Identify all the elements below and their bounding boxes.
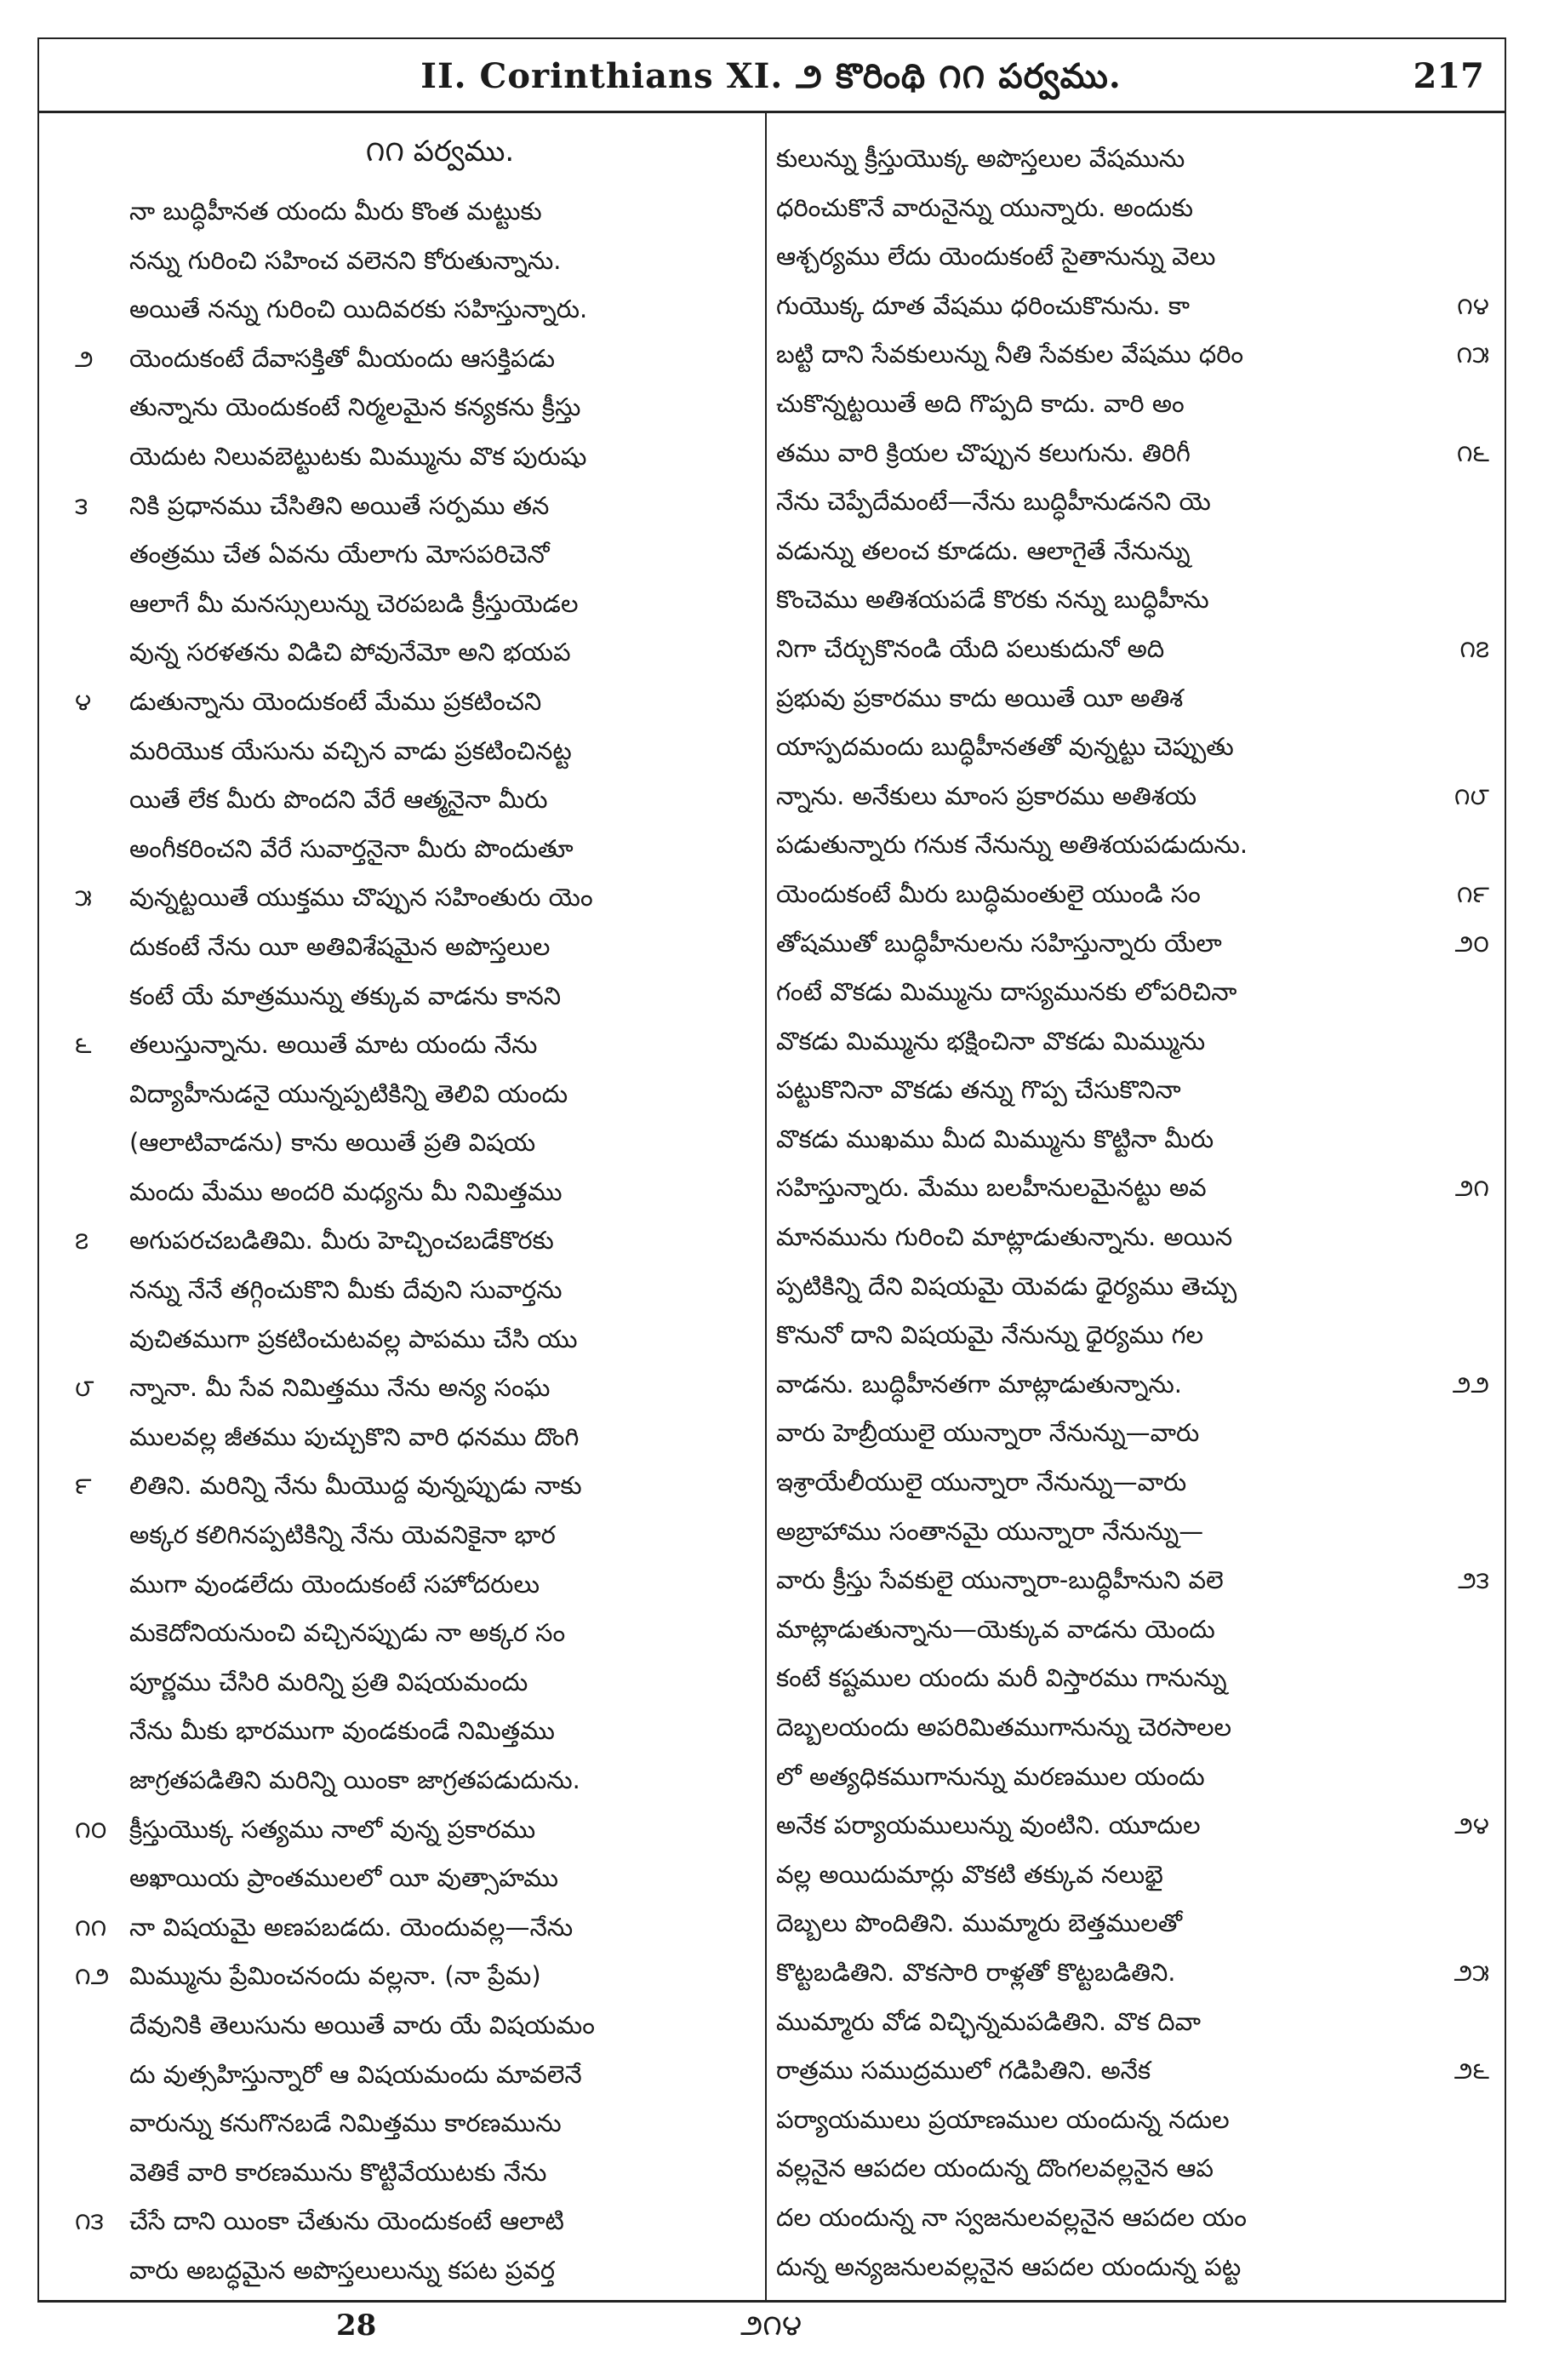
text-line <box>129 1315 751 1364</box>
line-text: రాత్రము సముద్రములో గడిపితిని. అనేక <box>776 2056 1151 2085</box>
text-line <box>776 968 1423 1017</box>
verse-number: ౧౩ <box>75 2207 104 2236</box>
text-line <box>776 1703 1423 1753</box>
text-line <box>129 727 751 776</box>
text-line <box>776 2046 1489 2096</box>
text-line <box>776 1508 1423 1557</box>
line-text: తలుస్తున్నాను. అయితే మాట యందు నేను <box>129 1030 538 1060</box>
line-text: నేను చెప్పేదేమంటే—నేను బుద్ధిహీనుడనని యె <box>776 487 1211 517</box>
line-text: దెబ్బలు పొందితిని. ముమ్మారు బెత్తములతో <box>776 1908 1183 1938</box>
text-line <box>776 232 1423 282</box>
line-text: మకెదోనియనుంచి వచ్చినప్పుడు నా అక్కర సం <box>129 1618 566 1648</box>
text-line <box>129 628 751 678</box>
chapter-heading: ౧౧ పర్వము. <box>365 134 515 169</box>
text-line <box>129 237 751 286</box>
verse-number: ౧౬ <box>1456 438 1489 467</box>
text-line <box>776 1851 1423 1900</box>
text-line <box>75 1462 751 1511</box>
line-text: నా బుద్ధిహీనత యందు మీరు కొంత మట్టుకు <box>129 197 542 226</box>
text-line <box>75 1364 751 1413</box>
line-text: వల్ల అయిదుమార్లు వొకటి తక్కువ నలుభై <box>776 1859 1163 1889</box>
text-line <box>129 1070 751 1119</box>
text-line <box>129 1511 751 1560</box>
line-text: కంటే కష్టముల యందు మరీ విస్తారము గానున్ను <box>776 1663 1227 1693</box>
text-line <box>776 478 1423 527</box>
line-text: వారు క్రీస్తు సేవకులై యున్నారా-బుద్ధిహీనుని వలె <box>776 1565 1224 1595</box>
text-line <box>129 1413 751 1462</box>
line-text: చేసే దాని యింకా చేతును యెందుకంటే ఆలాటి <box>129 2206 564 2236</box>
line-text: డుతున్నాను యెందుకంటే మేము ప్రకటించని <box>129 686 542 716</box>
line-text: వారు అబద్ధమైన అపొస్తలులున్ను కపట ప్రవర్త <box>129 2255 556 2285</box>
text-line <box>129 1560 751 1610</box>
text-line <box>75 1903 751 1953</box>
text-line <box>129 1658 751 1708</box>
right-border <box>1505 37 1506 2302</box>
line-text: అఖాయియ ప్రాంతములలో యీ వుత్సాహము <box>129 1863 559 1893</box>
line-text: అక్కర కలిగినప్పటికిన్ని నేను యెవనికైనా భార <box>129 1520 556 1550</box>
verse-number: ౧౪ <box>1457 291 1489 320</box>
text-line <box>776 1017 1423 1067</box>
line-text: అబ్రాహాము సంతానమై యున్నారా నేనున్ను— <box>776 1516 1204 1546</box>
line-text: కొంచెము అతిశయపడే కొరకు నన్ను బుద్ధిహీను <box>776 585 1209 615</box>
verse-number: ౧౧ <box>75 1913 107 1942</box>
line-text: యెందుకంటే మీరు బుద్ధిమంతులై యుండి సం <box>776 878 1201 908</box>
text-line <box>75 1216 751 1266</box>
verse-number: ౨ <box>75 344 94 373</box>
text-line <box>776 1654 1423 1703</box>
text-line <box>776 1262 1423 1312</box>
line-text: పర్యాయములు ప్రయాణముల యందున్న నదుల <box>776 2104 1230 2134</box>
running-header <box>43 49 1499 104</box>
line-text: ముగా వుండలేదు యెందుకంటే సహోదరులు <box>129 1569 540 1599</box>
text-line <box>776 1801 1489 1851</box>
text-line <box>129 1266 751 1315</box>
text-line <box>776 1409 1423 1458</box>
top-border <box>37 37 1506 39</box>
text-line <box>776 870 1489 919</box>
text-line <box>75 1021 751 1070</box>
line-text: తము వారి క్రియల చొప్పున కలుగును. తిరిగీ <box>776 438 1191 467</box>
text-line <box>776 134 1423 184</box>
line-text: వెతికే వారి కారణమును కొట్టివేయుటకు నేను <box>129 2157 547 2187</box>
line-text: న్నాను. అనేకులు మాంస ప్రకారము అతిశయ <box>776 781 1197 810</box>
line-text: నికి ప్రధానము చేసితిని అయితే సర్పము తన <box>129 490 550 520</box>
text-line <box>776 1164 1489 1213</box>
line-text: కులున్ను క్రీస్తుయొక్క అపొస్తలుల వేషమును <box>776 144 1185 173</box>
line-text: మందు మేము అందరి మధ్యను మీ నిమిత్తము <box>129 1176 563 1206</box>
text-line <box>75 678 751 727</box>
text-line <box>776 2243 1423 2292</box>
line-text: ప్పటికిన్ని దేని విషయమై యెవడు ధైర్యము తెచ్చు <box>776 1271 1237 1301</box>
header-rule <box>37 111 1506 113</box>
verse-number: ౩ <box>75 491 89 520</box>
line-text: దేవునికి తెలుసును అయితే వారు యే విషయమం <box>129 2010 595 2040</box>
text-line <box>776 1066 1423 1115</box>
line-text: క్రీస్తుయొక్క సత్యము నాలో వున్న ప్రకారము <box>129 1814 536 1844</box>
text-line <box>129 580 751 629</box>
verse-number: ౯ <box>75 1472 92 1501</box>
line-text: ప్రభువు ప్రకారము కాదు అయితే యీ అతిశ <box>776 683 1184 712</box>
text-line <box>129 2148 751 2198</box>
page-number: 217 <box>1413 56 1484 96</box>
line-text: నన్ను గురించి సహించ వలెనని కోరుతున్నాను. <box>129 245 562 275</box>
text-line <box>75 335 751 384</box>
text-line <box>129 2051 751 2100</box>
text-line <box>75 2197 751 2246</box>
text-line <box>129 825 751 874</box>
line-text: ములవల్ల జీతము పుచ్చుకొని వారి ధనము దొంగి <box>129 1422 580 1451</box>
line-text: అగుపరచబడితిమి. మీరు హెచ్చించబడేకొరకు <box>129 1226 554 1256</box>
line-text: దల యందున్న నా స్వజనులవల్లనైన ఆపదల యం <box>776 2202 1247 2232</box>
text-line <box>776 330 1489 380</box>
text-line <box>776 1311 1423 1360</box>
line-text: వొకడు మిమ్మును భక్షించినా వొకడు మిమ్మును <box>776 1026 1206 1056</box>
line-text: అనేక పర్యాయములున్ను వుంటిని. యూదుల <box>776 1811 1201 1840</box>
line-text: వడున్ను తలంచ కూడదు. ఆలాగైతే నేనున్ను <box>776 535 1191 565</box>
text-line <box>75 1805 751 1855</box>
line-text: (ఆలాటివాడను) కాను అయితే ప్రతి విషయ <box>129 1128 536 1158</box>
column-divider <box>765 113 767 2300</box>
line-text: చుకొన్నట్టయితే అది గొప్పది కాదు. వారి అం <box>776 388 1185 418</box>
line-text: వున్నట్టయితే యుక్తము చొప్పున సహింతురు యెం <box>129 883 593 913</box>
verse-number: ౧౦ <box>75 1815 107 1844</box>
text-line <box>776 575 1423 625</box>
line-text: మాట్లాడుతున్నాను—యెక్కువ వాడను యెందు <box>776 1614 1215 1644</box>
text-line <box>129 432 751 482</box>
line-text: బట్టి దాని సేవకులున్ను నీతి సేవకుల వేషము ధరిం <box>776 340 1244 369</box>
line-text: లితిని. మరిన్ని నేను మీయొద్ద వున్నప్పుడు నాకు <box>129 1471 582 1501</box>
text-line <box>129 187 751 237</box>
text-line <box>129 972 751 1021</box>
text-line <box>776 2144 1423 2194</box>
verse-number: ౨౧ <box>1454 1174 1489 1203</box>
verse-number: ౧౮ <box>1453 781 1489 810</box>
text-line <box>776 1899 1423 1948</box>
text-line <box>129 2099 751 2148</box>
line-text: సహిస్తున్నారు. మేము బలహీనులమైనట్టు అవ <box>776 1173 1207 1203</box>
line-text: వొకడు ముఖము మీద మిమ్మును కొట్టినా మీరు <box>776 1124 1214 1153</box>
line-text: కొట్టబడితిని. వొకసారి రాళ్లతో కొట్టబడితిని. <box>776 1957 1176 1987</box>
line-text: అయితే నన్ను గురించి యిదివరకు సహిస్తున్నారు. <box>129 295 588 324</box>
line-text: దుకంటే నేను యీ అతివిశేషమైన అపొస్తలుల <box>129 931 551 961</box>
line-text: పట్టుకొనినా వొకడు తన్ను గొప్ప చేసుకొనినా <box>776 1075 1181 1105</box>
line-text: అంగీకరించని వేరే సువార్తనైనా మీరు పొందుతూ <box>129 833 574 863</box>
verse-number: ౮ <box>75 1374 94 1403</box>
text-line <box>776 1948 1489 1998</box>
text-line <box>776 919 1489 969</box>
line-text: యితే లేక మీరు పొందని వేరే ఆత్మనైనా మీరు <box>129 785 548 815</box>
text-line <box>776 1360 1489 1410</box>
verse-number: ౨౪ <box>1454 1811 1489 1840</box>
verse-number: ౨౨ <box>1452 1370 1489 1399</box>
line-text: పూర్ణము చేసిరి మరిన్ని ప్రతి విషయమందు <box>129 1667 528 1696</box>
text-line <box>776 429 1489 478</box>
text-line <box>129 1168 751 1217</box>
line-text: దు వుత్సహిస్తున్నారో ఆ విషయమందు మావలెనే <box>129 2059 582 2089</box>
running-title: II. Corinthians XI. ౨ కొరింథి ౧౧ పర్వము. <box>420 56 1122 96</box>
text-line <box>776 1115 1423 1164</box>
text-line <box>776 282 1489 331</box>
verse-number: ౧౨ <box>75 1962 110 1991</box>
verse-number: ౪ <box>75 687 92 716</box>
text-line <box>776 821 1423 870</box>
line-text: నన్ను నేనే తగ్గించుకొని మీకు దేవుని సువార్తను <box>129 1275 563 1305</box>
text-line <box>776 184 1423 233</box>
line-text: మరియొక యేసును వచ్చిన వాడు ప్రకటించినట్ట <box>129 735 572 765</box>
text-line <box>776 1998 1423 2047</box>
line-text: విద్యాహీనుడనై యున్నప్పటికిన్ని తెలివి యందు <box>129 1078 568 1108</box>
line-text: నేను మీకు భారముగా వుండకుండే నిమిత్తము <box>129 1716 555 1746</box>
line-text: యెందుకంటే దేవాసక్తితో మీయందు ఆసక్తిపడు <box>129 343 556 373</box>
text-line <box>129 1756 751 1805</box>
text-line <box>75 1952 751 2001</box>
verse-number: ౬ <box>75 1031 92 1060</box>
verse-number: ౭ <box>75 1227 89 1256</box>
text-line <box>129 2246 751 2296</box>
line-text: న్నానా. మీ సేవ నిమిత్తము నేను అన్య సంఘ <box>129 1373 551 1403</box>
text-line <box>75 873 751 923</box>
line-text: యాస్పదమందు బుద్ధిహీనతతో వున్నట్టు చెప్పుతు <box>776 732 1234 762</box>
signature-mark: 28 <box>336 2308 377 2343</box>
text-line <box>776 1458 1423 1508</box>
text-line <box>129 923 751 972</box>
line-text: కొనునో దాని విషయమై నేనున్ను ధైర్యము గల <box>776 1320 1204 1350</box>
line-text: ఆలాగే మీ మనస్సులున్ను చెరపబడి క్రీస్తుయెడల <box>129 588 579 618</box>
verse-number: ౨౦ <box>1454 929 1489 958</box>
line-text: మిమ్మును ప్రేమించనందు వల్లనా. (నా ప్రేమ) <box>129 1961 541 1991</box>
text-line <box>776 1605 1423 1655</box>
text-line <box>129 775 751 825</box>
verse-number: ౨౩ <box>1458 1566 1489 1595</box>
text-line <box>129 1118 751 1168</box>
text-line <box>129 2001 751 2051</box>
line-text: గంటే వొకడు మిమ్మును దాస్యమునకు లోపరిచినా <box>776 977 1237 1007</box>
line-text: ధరించుకొనే వారునైన్ను యున్నారు. అందుకు <box>776 192 1194 222</box>
left-border <box>37 37 39 2302</box>
text-line <box>776 1753 1423 1802</box>
line-text: ఇశ్రాయేలీయులై యున్నారా నేనున్ను—వారు <box>776 1467 1187 1497</box>
text-line <box>776 625 1489 674</box>
bottom-rule <box>37 2300 1506 2303</box>
line-text: కంటే యే మాత్రమున్ను తక్కువ వాడను కానని <box>129 981 562 1010</box>
line-text: మానమును గురించి మాట్లాడుతున్నాను. అయిన <box>776 1222 1233 1252</box>
line-text: దున్న అన్యజనులవల్లనైన ఆపదల యందున్న పట్ట <box>776 2251 1242 2281</box>
sheet-number: ౨౧౪ <box>740 2308 802 2343</box>
verse-number: ౧౫ <box>1456 340 1489 369</box>
line-text: తోషముతో బుద్ధిహీనులను సహిస్తున్నారు యేలా <box>776 928 1222 958</box>
line-text: తంత్రము చేత ఏవను యేలాగు మోసపరిచెనో <box>129 540 550 569</box>
line-text: వారున్ను కనుగొనబడే నిమిత్తము కారణమును <box>129 2108 562 2138</box>
text-line <box>129 530 751 580</box>
line-text: వాడను. బుద్ధిహీనతగా మాట్లాడుతున్నాను. <box>776 1369 1182 1399</box>
line-text: పడుతున్నారు గనుక నేనున్ను అతిశయపడుదును. <box>776 830 1248 860</box>
line-text: గుయొక్క దూత వేషము ధరించుకొనును. కా <box>776 290 1190 320</box>
text-line <box>776 380 1423 429</box>
text-line <box>129 383 751 432</box>
text-line <box>129 1854 751 1903</box>
verse-number: ౫ <box>75 884 92 913</box>
text-line <box>75 482 751 531</box>
text-line <box>776 723 1423 772</box>
left-column <box>75 187 751 2296</box>
text-line <box>776 2096 1423 2145</box>
text-line <box>776 1213 1423 1262</box>
text-line <box>129 1609 751 1658</box>
text-line <box>776 527 1423 576</box>
line-text: వారు హెబ్రీయులై యున్నారా నేనున్ను—వారు <box>776 1418 1200 1448</box>
text-line <box>129 285 751 335</box>
text-line <box>776 2194 1423 2243</box>
right-column <box>776 134 1489 2291</box>
page-footer <box>43 2308 1499 2343</box>
line-text: యెదుట నిలువబెట్టుటకు మిమ్మును వొక పురుషు <box>129 441 587 471</box>
verse-number: ౨౬ <box>1453 2057 1489 2085</box>
line-text: వుచితముగా ప్రకటించుటవల్ల పాపము చేసి యు <box>129 1324 578 1353</box>
line-text: తున్నాను యెందుకంటే నిర్మలమైన కన్యకను క్రీస్తు <box>129 392 581 422</box>
text-line <box>776 674 1423 724</box>
verse-number: ౨౫ <box>1453 1958 1489 1987</box>
text-line <box>776 772 1489 821</box>
line-text: ముమ్మారు వోడ విచ్ఛిన్నమపడితిని. వొక దివా <box>776 2006 1201 2036</box>
line-text: వల్లనైన ఆపదల యందున్న దొంగలవల్లనైన ఆప <box>776 2154 1214 2183</box>
line-text: ఆశ్చర్యము లేదు యెందుకంటే సైతానున్ను వెలు <box>776 242 1216 272</box>
verse-number: ౧౭ <box>1459 634 1489 663</box>
line-text: నా విషయమై అణపబడదు. యెందువల్ల—నేను <box>129 1912 574 1942</box>
line-text: జాగ్రతపడితిని మరిన్ని యింకా జాగ్రతపడుదును. <box>129 1765 580 1794</box>
text-line <box>129 1707 751 1756</box>
verse-number: ౧౯ <box>1456 879 1489 908</box>
text-line <box>776 1556 1489 1605</box>
line-text: లో అత్యధికముగానున్ను మరణముల యందు <box>776 1761 1205 1791</box>
line-text: వున్న సరళతను విడిచి పోవునేమో అని భయప <box>129 638 571 667</box>
line-text: దెబ్బలయందు అపరిమితముగానున్ను చెరసాలల <box>776 1713 1232 1742</box>
line-text: నిగా చేర్చుకొనండి యేది పలుకుదునో అది <box>776 633 1165 663</box>
